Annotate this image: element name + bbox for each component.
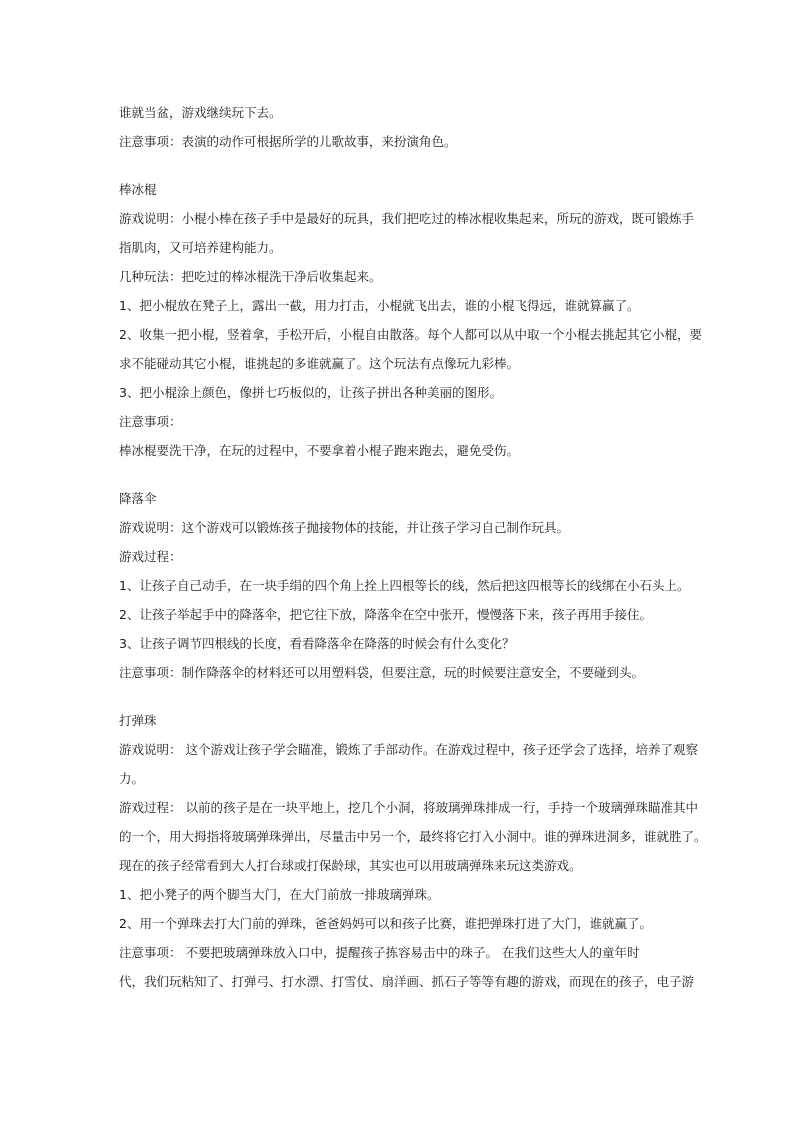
text-line: 1、把小凳子的两个脚当大门，在大门前放一排玻璃弹珠。 (119, 887, 440, 902)
text-line: 游戏说明：这个游戏可以锻炼孩子抛接物体的技能，并让孩子学习自己制作玩具。 (119, 520, 570, 535)
text-line: 2、收集一把小棍，竖着拿，手松开后，小棍自由散落。每个人都可以从中取一个小棍去挑起其它小棍，要 (119, 327, 702, 342)
text-line: 2、让孩子举起手中的降落伞，把它往下放，降落伞在空中张开，慢慢落下来，孩子再用手接住。 (119, 607, 652, 622)
paragraph-gap (119, 687, 679, 706)
section-heading: 打弹珠 (119, 713, 157, 728)
text-line: 几种玩法：把吃过的棒冰棍洗干净后收集起来。 (119, 269, 382, 284)
text-line: 谁就当盆，游戏继续玩下去。 (119, 105, 282, 120)
text-line: 注意事项：表演的动作可根据所学的儿歌故事，来扮演角色。 (119, 134, 457, 149)
text-line: 注意事项： (119, 414, 182, 429)
text-line: 游戏说明： 这个游戏让孩子学会瞄准，锻炼了手部动作。在游戏过程中，孩子还学会了选择，培养了观察 (119, 742, 698, 757)
text-line: 3、把小棍涂上颜色，像拼七巧板似的，让孩子拼出各种美丽的图形。 (119, 385, 502, 400)
paragraph-gap (119, 156, 679, 175)
text-line: 游戏说明：小棍小棒在孩子手中是最好的玩具，我们把吃过的棒冰棍收集起来，所玩的游戏，既可锻炼手 (119, 211, 695, 226)
text-line: 1、把小棍放在凳子上，露出一截，用力打击，小棍就飞出去，谁的小棍飞得远，谁就算赢了。 (119, 298, 640, 313)
text-line: 注意事项： 不要把玻璃弹珠放入口中，提醒孩子拣容易击中的珠子。 在我们这些大人的童年时 (119, 945, 640, 960)
text-line: 指肌肉，又可培养建构能力。 (119, 240, 282, 255)
text-line: 棒冰棍要洗干净，在玩的过程中，不要拿着小棍子跑来跑去，避免受伤。 (119, 443, 520, 458)
paragraph-gap (119, 465, 679, 484)
text-line: 注意事项：制作降落伞的材料还可以用塑料袋，但要注意，玩的时候要注意安全，不要碰到头。 (119, 665, 645, 680)
section-heading: 棒冰棍 (119, 182, 157, 197)
text-line: 3、让孩子调节四根线的长度，看看降落伞在降落的时候会有什么变化？ (119, 636, 515, 651)
text-line: 2、用一个弹珠去打大门前的弹珠，爸爸妈妈可以和孩子比赛，谁把弹珠打进了大门，谁就赢了。 (119, 916, 652, 931)
section-heading: 降落伞 (119, 491, 157, 506)
document-body (119, 98, 707, 996)
text-line: 求不能碰动其它小棍，谁挑起的多谁就赢了。这个玩法有点像玩九彩棒。 (119, 356, 520, 371)
text-line: 现在的孩子经常看到大人打台球或打保龄球，其实也可以用玻璃弹珠来玩这类游戏。 (119, 858, 582, 873)
text-line: 游戏过程： 以前的孩子是在一块平地上，挖几个小洞，将玻璃弹珠排成一行，手持一个玻璃弹珠瞄准其中 (119, 800, 698, 815)
text-line: 游戏过程： (119, 549, 182, 564)
text-line: 1、让孩子自己动手，在一块手绢的四个角上拴上四根等长的线，然后把这四根等长的线绑在小石头上。 (119, 578, 690, 593)
text-line: 力。 (119, 771, 145, 786)
text-line: 代，我们玩粘知了、打弹弓、打水漂、打雪仗、扇洋画、抓石子等等有趣的游戏，而现在的孩子，电子游 (119, 974, 695, 989)
text-line: 的一个，用大拇指将玻璃弹珠弹出，尽量击中另一个，最终将它打入小洞中。谁的弹珠进洞多，谁就胜了。 (119, 829, 707, 844)
